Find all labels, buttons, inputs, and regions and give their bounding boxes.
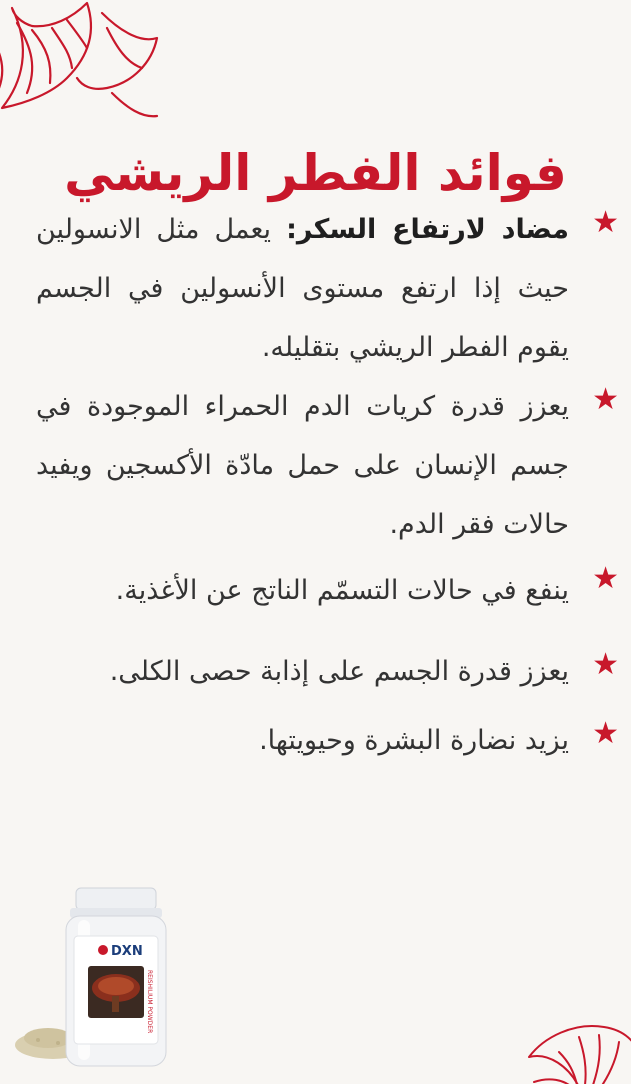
benefit-item-2 <box>36 377 619 554</box>
benefit-item-1 <box>36 200 619 377</box>
benefit-text <box>36 200 569 377</box>
benefits-list <box>36 200 619 770</box>
benefit-text: يعزز قدرة كريات الدم الحمراء الموجودة في جسم الإنسان على حمل مادّة الأكسجين ويفيد حالات فقر الدم. <box>36 391 569 540</box>
benefit-body: يعمل مثل الانسولين حيث إذا ارتفع مستوى الأنسولين في الجسم يقوم الفطر الريشي بتقليله. <box>36 214 569 363</box>
product-brand: DXN <box>111 944 143 959</box>
benefit-text: يعزز قدرة الجسم على إذابة حصى الكلى. <box>109 656 569 687</box>
product-label: REISHILIUM POWDER <box>146 970 153 1034</box>
star-bullet-icon: ★ <box>592 561 619 596</box>
benefit-heading: مضاد لارتفاع السكر: <box>286 214 569 245</box>
star-bullet-icon: ★ <box>592 382 619 417</box>
star-bullet-icon: ★ <box>592 647 619 682</box>
star-bullet-icon: ★ <box>592 205 619 240</box>
star-bullet-icon: ★ <box>592 716 619 751</box>
page-title: فوائد الفطر الريشي <box>64 143 567 202</box>
ginkgo-leaf-decoration-bottom <box>519 997 631 1084</box>
benefit-text: ينفع في حالات التسمّم الناتج عن الأغذية. <box>115 575 569 606</box>
benefit-item-5 <box>36 711 619 770</box>
benefit-text: يزيد نضارة البشرة وحيويتها. <box>259 725 569 756</box>
benefit-item-3 <box>36 556 619 626</box>
ginkgo-leaf-decoration-top <box>0 0 162 128</box>
product-bottle-image <box>8 880 188 1070</box>
benefit-item-4 <box>36 642 619 701</box>
